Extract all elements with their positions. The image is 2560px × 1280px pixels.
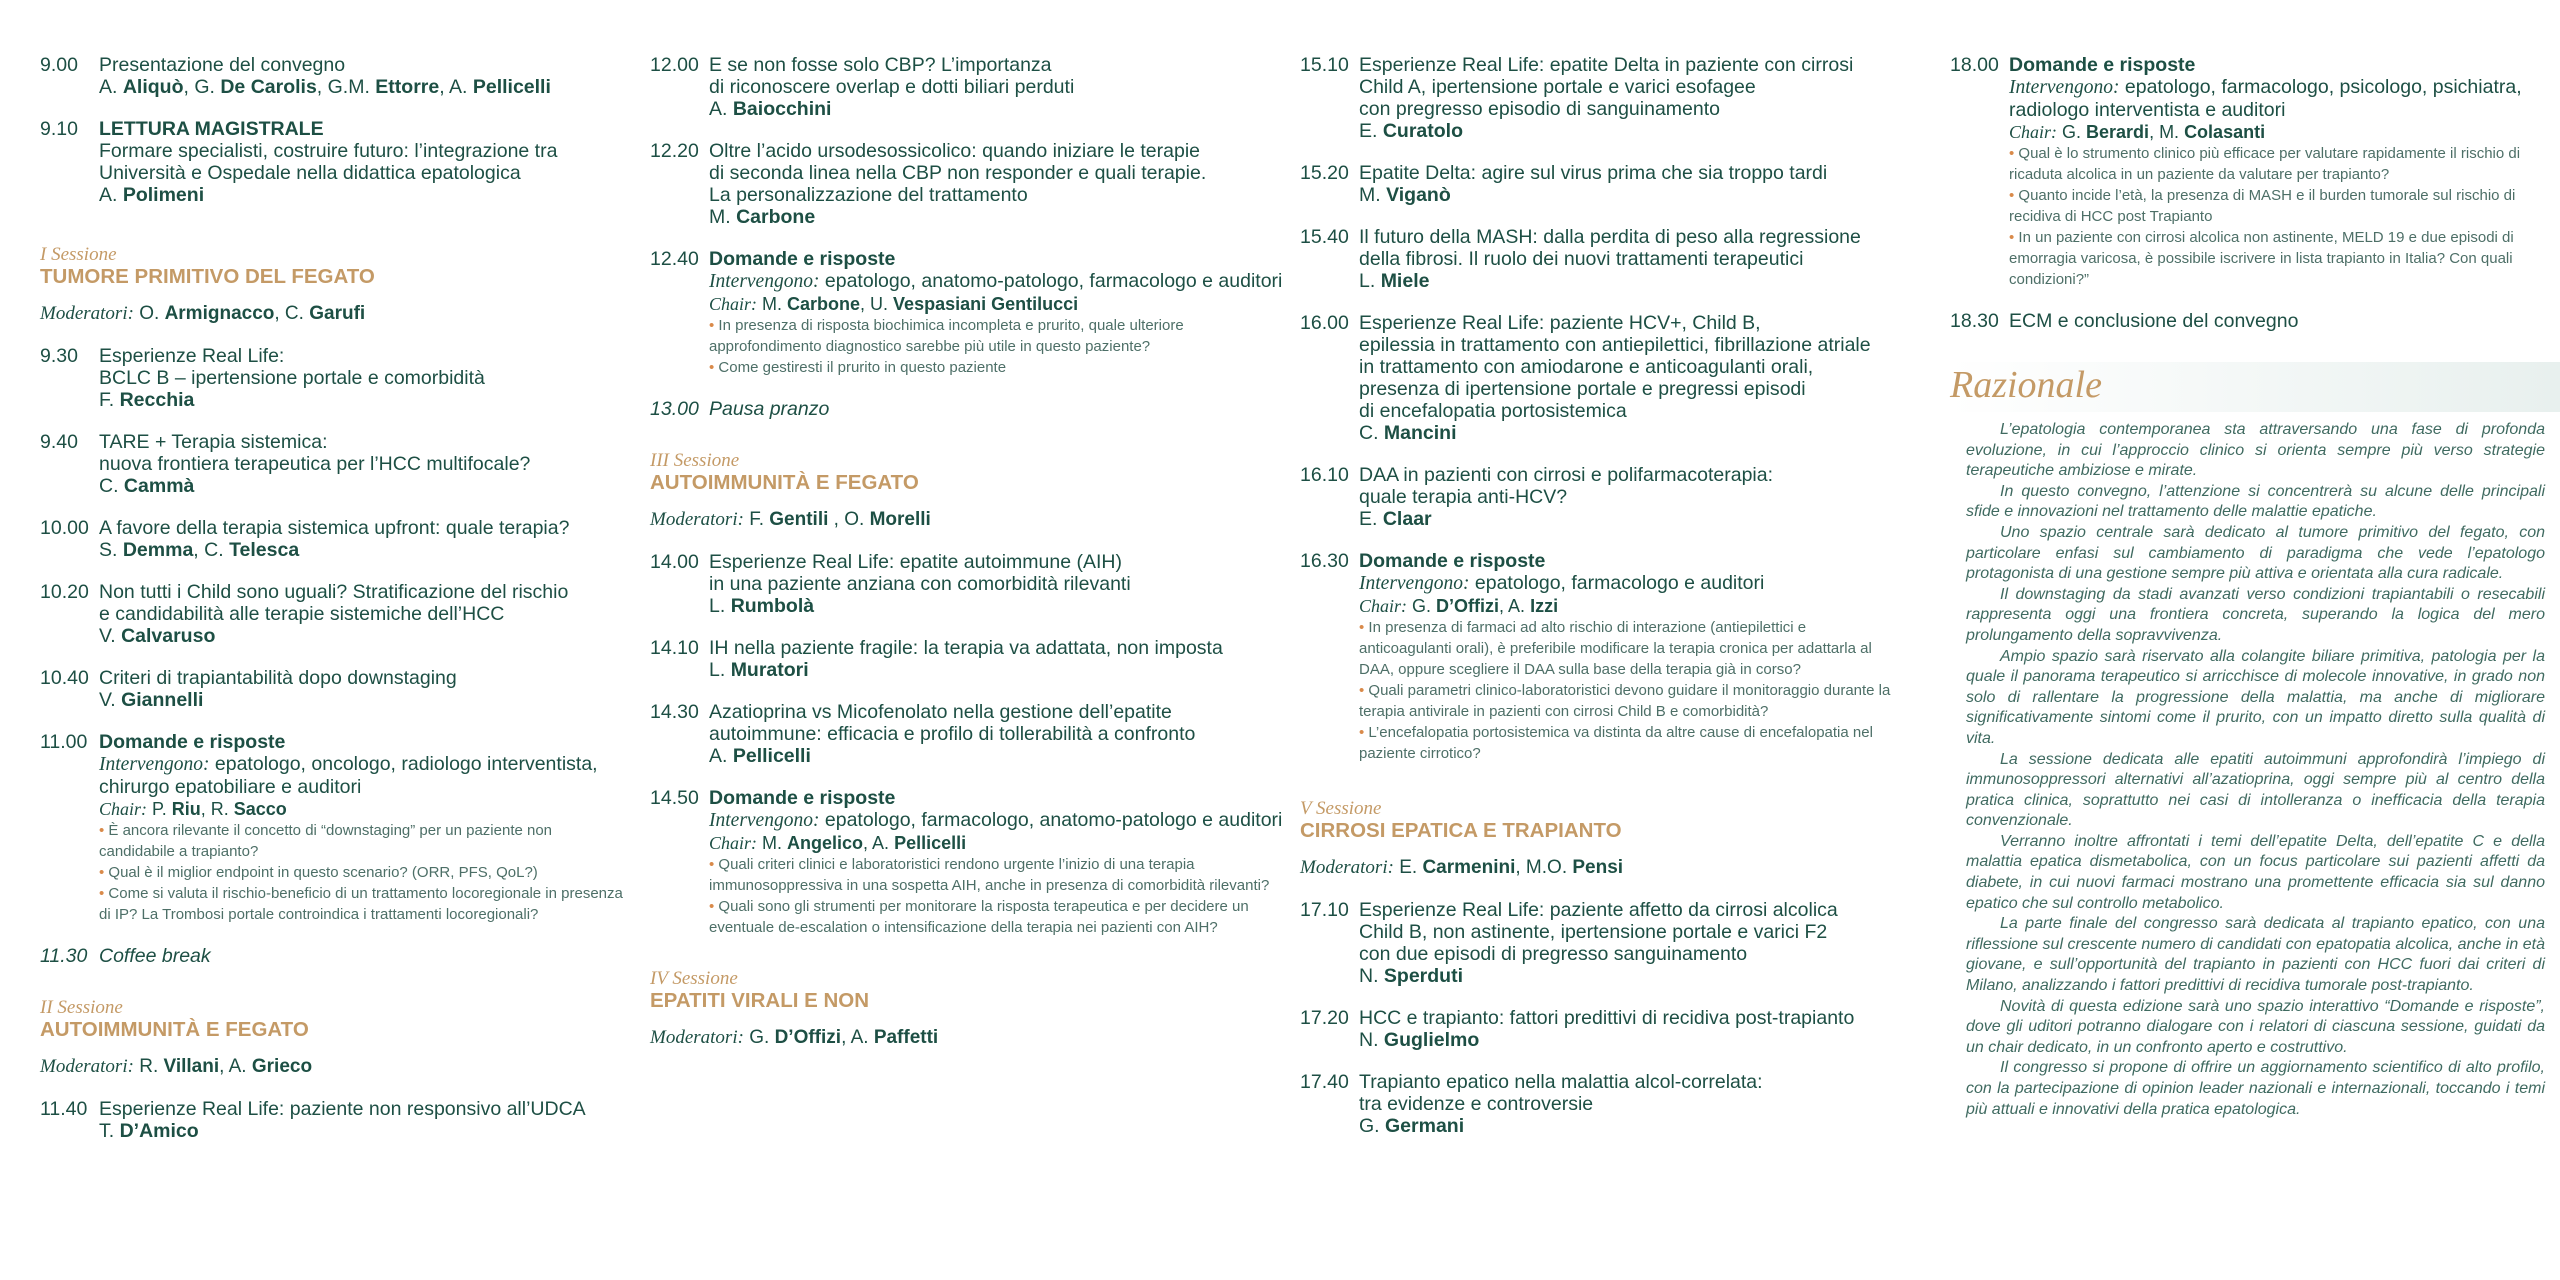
- session-label: IV Sessione: [650, 968, 738, 989]
- bullet-icon: •: [709, 359, 719, 376]
- question-item: • In presenza di risposta biochimica incompleta e prurito, quale ulteriore approfondimento diagnostico sarebbe più utile in questo paziente?: [709, 317, 1184, 355]
- item-line: tra evidenze e controversie: [1359, 1093, 1594, 1115]
- item-time: 11.00: [40, 731, 88, 753]
- item-time: 14.00: [650, 551, 699, 573]
- item-line: in trattamento con amiodarone e anticoagulanti orali,: [1359, 356, 1814, 378]
- qa-title: Domande e risposte: [709, 787, 896, 809]
- session-title: TUMORE PRIMITIVO DEL FEGATO: [40, 265, 375, 288]
- razionale-section: [1950, 362, 2545, 1120]
- item-line: autoimmune: efficacia e profilo di tollerabilità a confronto: [709, 723, 1196, 745]
- item-time: 11.30: [40, 945, 88, 967]
- qa-title: Domande e risposte: [709, 248, 896, 270]
- item-line: HCC e trapianto: fattori predittivi di recidiva post-trapianto: [1359, 1007, 1855, 1029]
- razionale-paragraph: L’epatologia contemporanea sta attraversando una fase di profonda evoluzione, in cui l’approccio clinico si orienta sempre più verso strategie terapeutiche ambiziose e mirate.: [1966, 421, 2545, 480]
- item-speakers: E. Claar: [1359, 508, 1432, 530]
- item-line: presenza di ipertensione portale e pregressi episodi: [1359, 378, 1806, 400]
- qa-chairs: Chair: P. Riu, R. Sacco: [99, 799, 287, 819]
- item-time: 10.20: [40, 581, 89, 603]
- item-line: in una paziente anziana con comorbidità rilevanti: [709, 573, 1131, 595]
- qa-block: [650, 787, 1290, 938]
- item-speakers: L. Muratori: [709, 659, 809, 681]
- item-speakers: S. Demma, C. Telesca: [99, 539, 300, 561]
- bullet-icon: •: [2009, 229, 2019, 246]
- item-time: 14.10: [650, 637, 699, 659]
- item-speakers: L. Rumbolà: [709, 595, 815, 617]
- item-line: A favore della terapia sistemica upfront: quale terapia?: [99, 517, 570, 539]
- question-item: • È ancora rilevante il concetto di “downstaging” per un paziente non candidabile a trapianto?: [99, 822, 553, 860]
- session-title: AUTOIMMUNITÀ E FEGATO: [650, 471, 919, 494]
- program-item: [650, 54, 1290, 120]
- razionale-paragraph: Novità di questa edizione sarà uno spazio interattivo “Domande e risposte”, dove gli uditori potranno dialogare con i relatori di ciascuna sessione, guidati da un chair dedicato, in un confronto aperto e costruttivo.: [1966, 997, 2545, 1056]
- item-line: BCLC B – ipertensione portale e comorbidità: [99, 367, 485, 389]
- razionale-paragraph: In questo convegno, l’attenzione si concentrerà su alcune delle principali sfide e innovazioni nel trattamento delle malattie epatiche.: [1966, 482, 2545, 521]
- item-time: 12.20: [650, 140, 699, 162]
- item-line: La personalizzazione del trattamento: [709, 184, 1028, 206]
- item-line: Trapianto epatico nella malattia alcol-correlata:: [1359, 1071, 1763, 1093]
- item-line: quale terapia anti-HCV?: [1359, 486, 1568, 508]
- program-item: [40, 431, 630, 497]
- question-item: • Quanto incide l’età, la presenza di MASH e il burden tumorale sul rischio di recidiva di HCC post Trapianto: [2009, 187, 2516, 225]
- program-item: [1300, 464, 1900, 530]
- session-label: V Sessione: [1300, 798, 1382, 819]
- program-item: [650, 637, 1290, 681]
- question-item: • In presenza di farmaci ad alto rischio di interazione (antiepilettici e anticoagulanti orali), è preferibile modificare la terapia cronica per adattarla al DAA, oppure scegliere il DAA sulla base della terapia già in corso?: [1359, 619, 1872, 678]
- item-time: 17.20: [1300, 1007, 1349, 1029]
- item-line: Esperienze Real Life: epatite autoimmune (AIH): [709, 551, 1122, 573]
- question-item: • Quali parametri clinico-laboratoristici devono guidare il monitoraggio durante la terapia antivirale in pazienti con cirrosi Child B e comorbidità?: [1359, 682, 1891, 720]
- program-item: [1300, 899, 1900, 987]
- bullet-icon: •: [99, 864, 109, 881]
- program-column-4: [1950, 54, 2525, 352]
- qa-chairs: Chair: M. Angelico, A. Pellicelli: [709, 833, 967, 853]
- item-line: Epatite Delta: agire sul virus prima che sia troppo tardi: [1359, 162, 1828, 184]
- bullet-icon: •: [709, 317, 719, 334]
- item-speakers: E. Curatolo: [1359, 120, 1464, 142]
- item-line: Esperienze Real Life: paziente HCV+, Child B,: [1359, 312, 1761, 334]
- item-line: Child B, non astinente, ipertensione portale e varici F2: [1359, 921, 1828, 943]
- bullet-icon: •: [2009, 187, 2019, 204]
- item-speakers: M. Viganò: [1359, 184, 1451, 206]
- question-item: • Come gestiresti il prurito in questo paziente: [709, 359, 1007, 376]
- bullet-icon: •: [1359, 619, 1369, 636]
- bullet-icon: •: [99, 885, 109, 902]
- item-time: 15.40: [1300, 226, 1349, 248]
- qa-block: [1950, 54, 2525, 290]
- item-line: IH nella paziente fragile: la terapia va adattata, non imposta: [709, 637, 1223, 659]
- item-time: 13.00: [650, 398, 699, 420]
- program-column-2: [650, 54, 1290, 1069]
- session-label: II Sessione: [40, 997, 123, 1018]
- question-item: • In un paziente con cirrosi alcolica non astinente, MELD 19 e due episodi di emorragia varicosa, è possibile iscrivere in lista trapianto in Italia? Con quali condizioni?”: [2009, 229, 2514, 288]
- program-item: [1950, 310, 2525, 332]
- item-line: di seconda linea nella CBP non responder e quali terapie.: [709, 162, 1207, 184]
- item-time: 17.10: [1300, 899, 1349, 921]
- qa-participants: Intervengono: epatologo, farmacologo, psicologo, psichiatra, radiologo interventista e auditori: [2009, 76, 2522, 121]
- razionale-paragraph: Uno spazio centrale sarà dedicato al tumore primitivo del fegato, con particolare enfasi sul cambiamento di paradigma che vede l’epatologo protagonista di una gestione sempre più attiva e orientata alla cura radicale.: [1966, 523, 2545, 583]
- item-line: Il futuro della MASH: dalla perdita di peso alla regressione: [1359, 226, 1861, 248]
- session-title: EPATITI VIRALI E NON: [650, 989, 870, 1012]
- session-moderators: Moderatori: O. Armignacco, C. Garufi: [40, 303, 366, 324]
- item-line: nuova frontiera terapeutica per l’HCC multifocale?: [99, 453, 531, 475]
- item-speakers: A. Pellicelli: [709, 745, 811, 767]
- bullet-icon: •: [2009, 145, 2019, 162]
- session-moderators: Moderatori: E. Carmenini, M.O. Pensi: [1300, 857, 1624, 878]
- bullet-icon: •: [1359, 724, 1369, 741]
- item-time: 15.20: [1300, 162, 1349, 184]
- razionale-paragraph: La parte finale del congresso sarà dedicata al trapianto epatico, con una riflessione sul crescente numero di candidati con epatopatia alcolica, anche in età giovane, e sull’opportunità del trapianto in pazienti con HCC fuori dai criteri di Milano, analizzando i fattori predittivi di recidiva tumorale post-trapianto.: [1966, 915, 2545, 995]
- session-moderators: Moderatori: F. Gentili , O. Morelli: [650, 509, 931, 530]
- question-item: • L’encefalopatia portosistemica va distinta da altre cause di encefalopatia nel paziente cirrotico?: [1359, 724, 1873, 762]
- item-line: Oltre l’acido ursodesossicolico: quando iniziare le terapie: [709, 140, 1201, 162]
- item-time: 16.30: [1300, 550, 1349, 572]
- item-subtitle: Formare specialisti, costruire futuro: l’integrazione tra Università e Ospedale nella didattica epatologica: [99, 140, 558, 184]
- program-item: [1300, 1007, 1900, 1051]
- program-column-1: [40, 54, 630, 1162]
- item-speakers: V. Calvaruso: [99, 625, 216, 647]
- bullet-icon: •: [99, 822, 109, 839]
- qa-chairs: Chair: G. D’Offizi, A. Izzi: [1359, 596, 1559, 616]
- item-speakers: V. Giannelli: [99, 689, 204, 711]
- item-time: 10.40: [40, 667, 89, 689]
- item-speakers: M. Carbone: [709, 206, 816, 228]
- item-time: 15.10: [1300, 54, 1349, 76]
- program-item: [650, 551, 1290, 617]
- program-item: [40, 667, 630, 711]
- item-line: con due episodi di pregresso sanguinamento: [1359, 943, 1748, 965]
- question-item: • Qual è il miglior endpoint in questo scenario? (ORR, PFS, QoL?): [99, 864, 538, 881]
- razionale-text: [1950, 420, 2545, 1120]
- program-item: [1300, 1071, 1900, 1137]
- qa-participants: Intervengono: epatologo, oncologo, radiologo interventista, chirurgo epatobiliare e auditori: [99, 753, 598, 798]
- item-speakers: C. Mancini: [1359, 422, 1457, 444]
- program-item: [40, 517, 630, 561]
- item-line: di riconoscere overlap e dotti biliari perduti: [709, 76, 1075, 98]
- item-line: epilessia in trattamento con antiepilettici, fibrillazione atriale: [1359, 334, 1871, 356]
- program-item: [1300, 226, 1900, 292]
- item-time: 10.00: [40, 517, 89, 539]
- break-text: Coffee break: [99, 945, 211, 967]
- item-time: 9.30: [40, 345, 78, 367]
- qa-chairs: Chair: M. Carbone, U. Vespasiani Gentilucci: [709, 294, 1079, 314]
- program-item: [1300, 54, 1900, 142]
- program-item: [1300, 162, 1900, 206]
- item-time: 9.00: [40, 54, 78, 76]
- qa-block: [650, 248, 1290, 378]
- item-speakers: T. D’Amico: [99, 1120, 199, 1142]
- break-item: [650, 398, 1290, 420]
- razionale-paragraph: Il downstaging da stadi avanzati verso condizioni trapiantabili o resecabili rappresenta oggi una frontiera concreta, superando la logica del mero prolungamento della sopravvivenza.: [1966, 585, 2545, 644]
- item-time: 18.00: [1950, 54, 1999, 76]
- program-item: [40, 581, 630, 647]
- program-item: [40, 118, 630, 206]
- qa-block: [1300, 550, 1900, 764]
- program-item: [40, 1098, 630, 1142]
- qa-participants: Intervengono: epatologo, farmacologo e auditori: [1359, 572, 1765, 594]
- item-time: 18.30: [1950, 310, 1999, 332]
- item-time: 12.00: [650, 54, 699, 76]
- qa-participants: Intervengono: epatologo, anatomo-patologo, farmacologo e auditori: [709, 270, 1283, 292]
- razionale-title: Razionale: [1950, 364, 2102, 406]
- item-line: Non tutti i Child sono uguali? Stratificazione del rischio: [99, 581, 569, 603]
- break-text: Pausa pranzo: [709, 398, 830, 420]
- item-time: 14.30: [650, 701, 699, 723]
- item-title: ECM e conclusione del convegno: [2009, 310, 2299, 332]
- item-line: Criteri di trapiantabilità dopo downstaging: [99, 667, 457, 689]
- question-item: • Qual è lo strumento clinico più efficace per valutare rapidamente il rischio di ricaduta alcolica in un paziente da valutare per trapianto?: [2009, 145, 2521, 183]
- item-line: Esperienze Real Life:: [99, 345, 285, 367]
- item-line: Esperienze Real Life: epatite Delta in paziente con cirrosi: [1359, 54, 1854, 76]
- qa-questions: [1359, 617, 1900, 764]
- item-time: 9.40: [40, 431, 78, 453]
- item-speakers: N. Guglielmo: [1359, 1029, 1480, 1051]
- session-title: AUTOIMMUNITÀ E FEGATO: [40, 1018, 309, 1041]
- question-item: • Come si valuta il rischio-beneficio di un trattamento locoregionale in presenza di IP? La Trombosi portale controindica i trattamenti locoregionali?: [99, 885, 623, 923]
- item-time: 12.40: [650, 248, 699, 270]
- program-item: [40, 345, 630, 411]
- session-title: CIRROSI EPATICA E TRAPIANTO: [1300, 819, 1622, 842]
- item-line: Azatioprina vs Micofenolato nella gestione dell’epatite: [709, 701, 1172, 723]
- item-title: LETTURA MAGISTRALE: [99, 118, 324, 140]
- qa-title: Domande e risposte: [2009, 54, 2196, 76]
- bullet-icon: •: [709, 856, 719, 873]
- session-label: I Sessione: [40, 244, 117, 265]
- item-time: 9.10: [40, 118, 78, 140]
- question-item: • Quali criteri clinici e laboratoristici rendono urgente l’inizio di una terapia immunosoppressiva in una sospetta AIH, anche in presenza di comorbidità rilevanti?: [709, 856, 1270, 894]
- item-speakers: N. Sperduti: [1359, 965, 1464, 987]
- qa-title: Domande e risposte: [1359, 550, 1546, 572]
- item-time: 16.10: [1300, 464, 1349, 486]
- question-item: • Quali sono gli strumenti per monitorare la risposta terapeutica e per decidere un eventuale de-escalation o intensificazione della terapia nei pazienti con AIH?: [709, 898, 1249, 936]
- item-line: E se non fosse solo CBP? L’importanza: [709, 54, 1052, 76]
- program-item: [1300, 312, 1900, 444]
- item-time: 11.40: [40, 1098, 88, 1120]
- razionale-paragraph: La sessione dedicata alle epatiti autoimmuni approfondirà l’impiego di immunosoppressori alternativi all’azatioprina, oggi sempre più al centro della pratica clinica, soprattutto nei casi di intolleranza o inefficacia della terapia convenzionale.: [1966, 750, 2545, 830]
- qa-participants: Intervengono: epatologo, farmacologo, anatomo-patologo e auditori: [709, 809, 1283, 831]
- session-moderators: Moderatori: G. D’Offizi, A. Paffetti: [650, 1027, 939, 1048]
- item-line: di encefalopatia portosistemica: [1359, 400, 1627, 422]
- item-speakers: A. Polimeni: [99, 184, 205, 206]
- item-time: 14.50: [650, 787, 699, 809]
- item-speakers: L. Miele: [1359, 270, 1430, 292]
- item-line: e candidabilità alle terapie sistemiche dell’HCC: [99, 603, 505, 625]
- item-speakers: A. Aliquò, G. De Carolis, G.M. Ettorre, A. Pellicelli: [99, 76, 551, 98]
- program-item: [40, 54, 630, 98]
- item-line: TARE + Terapia sistemica:: [99, 431, 328, 453]
- bullet-icon: •: [709, 898, 719, 915]
- break-item: [40, 945, 630, 967]
- bullet-icon: •: [1359, 682, 1369, 699]
- session-label: III Sessione: [650, 450, 740, 471]
- item-time: 17.40: [1300, 1071, 1349, 1093]
- qa-questions: [2009, 143, 2525, 290]
- item-line: DAA in pazienti con cirrosi e polifarmacoterapia:: [1359, 464, 1774, 486]
- razionale-paragraph: Verranno inoltre affrontati i temi dell’epatite Delta, dell’epatite C e della malattia epatica dismetabolica, con un focus particolare sui pazienti affetti da diabete, in cui nuovi farmaci mostrano una promettente efficacia sia sul danno epatico che sul controllo metabolico.: [1966, 832, 2545, 912]
- qa-questions: [99, 820, 630, 925]
- item-speakers: G. Germani: [1359, 1115, 1465, 1137]
- item-time: 16.00: [1300, 312, 1349, 334]
- item-line: Esperienze Real Life: paziente non responsivo all’UDCA: [99, 1098, 586, 1120]
- session-moderators: Moderatori: R. Villani, A. Grieco: [40, 1056, 313, 1077]
- item-line: della fibrosi. Il ruolo dei nuovi trattamenti terapeutici: [1359, 248, 1804, 270]
- qa-block: [40, 731, 630, 925]
- program-item: [650, 701, 1290, 767]
- item-line: Esperienze Real Life: paziente affetto da cirrosi alcolica: [1359, 899, 1838, 921]
- qa-title: Domande e risposte: [99, 731, 286, 753]
- item-speakers: C. Cammà: [99, 475, 195, 497]
- razionale-paragraph: Ampio spazio sarà riservato alla colangite biliare primitiva, patologia per la quale il panorama terapeutico si arricchisce di molecole innovative, in grado non solo di rallentare la progressione della malattia, ma anche di migliorare significativamente sintomi come il prurito, con un impatto diretto sulla qualità di vita.: [1966, 647, 2545, 747]
- item-speakers: A. Baiocchini: [709, 98, 832, 120]
- qa-questions: [709, 854, 1290, 938]
- item-line: Child A, ipertensione portale e varici esofagee: [1359, 76, 1756, 98]
- program-item: [650, 140, 1290, 228]
- item-line: con pregresso episodio di sanguinamento: [1359, 98, 1720, 120]
- item-title: Presentazione del convegno: [99, 54, 346, 76]
- item-speakers: F. Recchia: [99, 389, 195, 411]
- razionale-paragraph: Il congresso si propone di offrire un aggiornamento scientifico di alto profilo, con la partecipazione di opinion leader nazionali e internazionali, toccando i temi più attuali e innovativi della pratica epatologica.: [1966, 1059, 2545, 1118]
- program-column-3: [1300, 54, 1900, 1157]
- qa-chairs: Chair: G. Berardi, M. Colasanti: [2009, 122, 2266, 142]
- qa-questions: [709, 315, 1290, 378]
